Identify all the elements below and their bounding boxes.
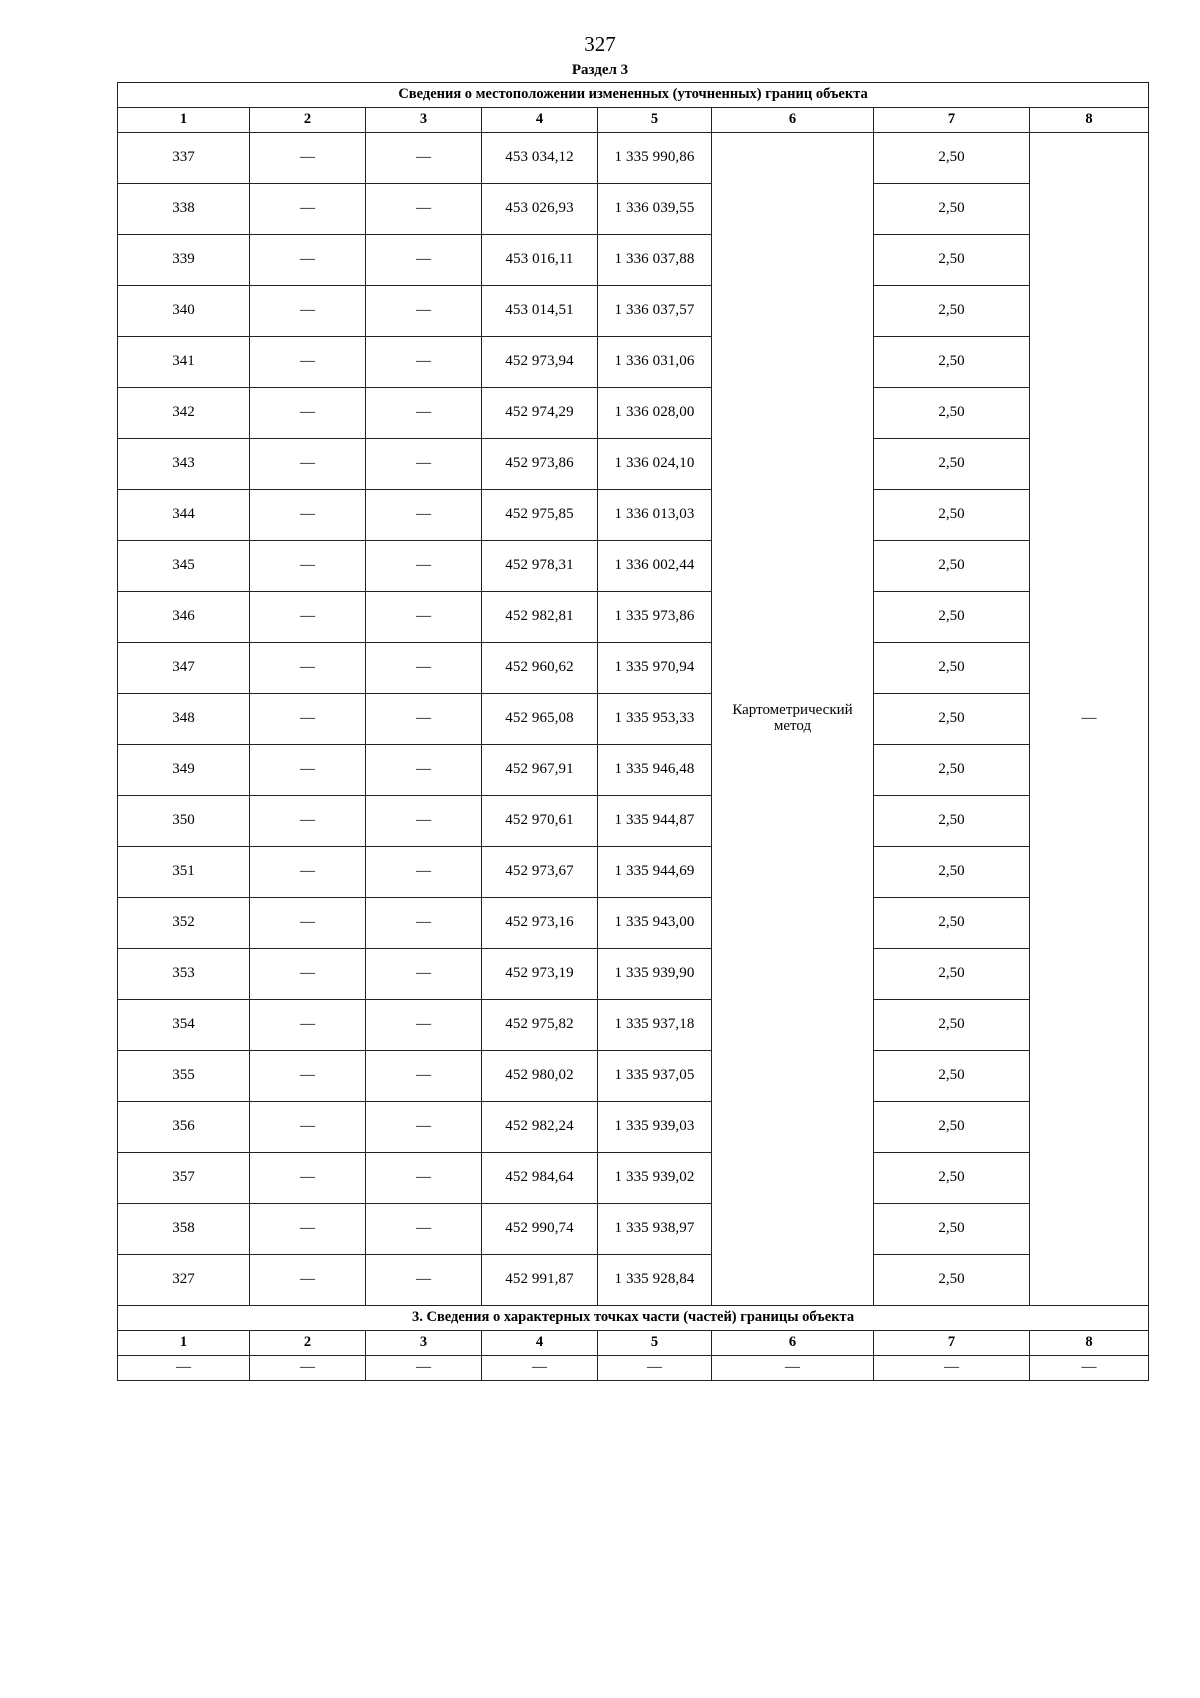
section2-column-numbers [118,1331,1149,1356]
x-coordinate-cell: 452 974,29 [482,388,598,439]
column-number: 8 [1030,108,1149,133]
point-number-cell: 357 [118,1153,250,1204]
table-row [118,847,1149,898]
col2-cell: — [250,1153,366,1204]
point-number-cell: 341 [118,337,250,388]
point-number-cell: 350 [118,796,250,847]
accuracy-cell: 2,50 [874,286,1030,337]
x-coordinate-cell: 453 034,12 [482,133,598,184]
x-coordinate-cell: 452 980,02 [482,1051,598,1102]
x-coordinate-cell: 452 990,74 [482,1204,598,1255]
accuracy-cell: 2,50 [874,388,1030,439]
col3-cell: — [366,1255,482,1306]
empty-cell: — [250,1356,366,1381]
x-coordinate-cell: 452 973,94 [482,337,598,388]
table-row [118,1204,1149,1255]
y-coordinate-cell: 1 336 024,10 [598,439,712,490]
column-number: 8 [1030,1331,1149,1356]
y-coordinate-cell: 1 336 002,44 [598,541,712,592]
column-number: 5 [598,1331,712,1356]
empty-cell: — [482,1356,598,1381]
point-number-cell: 349 [118,745,250,796]
accuracy-cell: 2,50 [874,694,1030,745]
y-coordinate-cell: 1 335 937,18 [598,1000,712,1051]
accuracy-cell: 2,50 [874,490,1030,541]
table-row [118,286,1149,337]
table-row [118,439,1149,490]
y-coordinate-cell: 1 335 944,87 [598,796,712,847]
col2-cell: — [250,439,366,490]
x-coordinate-cell: 452 982,81 [482,592,598,643]
table-row [118,133,1149,184]
col3-cell: — [366,184,482,235]
x-coordinate-cell: 452 970,61 [482,796,598,847]
col3-cell: — [366,949,482,1000]
empty-cell: — [366,1356,482,1381]
table-row [118,541,1149,592]
column-number: 6 [712,108,874,133]
method-cell: Картометрический метод [712,133,874,1306]
table-row [118,949,1149,1000]
y-coordinate-cell: 1 335 939,02 [598,1153,712,1204]
boundary-table [117,82,1149,1381]
col3-cell: — [366,490,482,541]
col3-cell: — [366,1204,482,1255]
x-coordinate-cell: 452 973,19 [482,949,598,1000]
section1-column-numbers [118,108,1149,133]
column-number: 2 [250,108,366,133]
empty-cell: — [1030,1356,1149,1381]
col3-cell: — [366,1102,482,1153]
table-row [118,1051,1149,1102]
empty-cell: — [598,1356,712,1381]
table-row [118,1153,1149,1204]
section2-title-row [118,1306,1149,1331]
table-row [118,337,1149,388]
accuracy-cell: 2,50 [874,439,1030,490]
y-coordinate-cell: 1 335 937,05 [598,1051,712,1102]
accuracy-cell: 2,50 [874,1000,1030,1051]
point-number-cell: 353 [118,949,250,1000]
table-row [118,1255,1149,1306]
col2-cell: — [250,898,366,949]
table-row [118,235,1149,286]
col3-cell: — [366,133,482,184]
x-coordinate-cell: 452 982,24 [482,1102,598,1153]
section1-title: Сведения о местоположении измененных (уточненных) границ объекта [118,83,1149,108]
table-row [118,388,1149,439]
col2-cell: — [250,643,366,694]
table-row [118,490,1149,541]
point-number-cell: 352 [118,898,250,949]
table-row [118,1000,1149,1051]
empty-cell: — [874,1356,1030,1381]
col2-cell: — [250,541,366,592]
accuracy-cell: 2,50 [874,796,1030,847]
column-number: 7 [874,1331,1030,1356]
col3-cell: — [366,745,482,796]
y-coordinate-cell: 1 335 990,86 [598,133,712,184]
column-number: 2 [250,1331,366,1356]
y-coordinate-cell: 1 335 928,84 [598,1255,712,1306]
y-coordinate-cell: 1 336 031,06 [598,337,712,388]
x-coordinate-cell: 452 991,87 [482,1255,598,1306]
column-number: 6 [712,1331,874,1356]
column-number: 5 [598,108,712,133]
point-number-cell: 347 [118,643,250,694]
section-label: Раздел 3 [571,62,629,78]
col2-cell: — [250,592,366,643]
y-coordinate-cell: 1 335 946,48 [598,745,712,796]
accuracy-cell: 2,50 [874,184,1030,235]
table-row [118,898,1149,949]
col2-cell: — [250,847,366,898]
col2-cell: — [250,1204,366,1255]
y-coordinate-cell: 1 336 037,57 [598,286,712,337]
col3-cell: — [366,286,482,337]
accuracy-cell: 2,50 [874,898,1030,949]
accuracy-cell: 2,50 [874,235,1030,286]
point-number-cell: 348 [118,694,250,745]
y-coordinate-cell: 1 335 973,86 [598,592,712,643]
col3-cell: — [366,439,482,490]
point-number-cell: 345 [118,541,250,592]
column-number: 3 [366,1331,482,1356]
x-coordinate-cell: 452 960,62 [482,643,598,694]
table-row [118,796,1149,847]
column-number: 7 [874,108,1030,133]
empty-cell: — [712,1356,874,1381]
x-coordinate-cell: 452 973,16 [482,898,598,949]
col3-cell: — [366,337,482,388]
point-number-cell: 358 [118,1204,250,1255]
y-coordinate-cell: 1 336 013,03 [598,490,712,541]
table-row [118,1102,1149,1153]
table-row [118,592,1149,643]
col2-cell: — [250,490,366,541]
column-number: 1 [118,1331,250,1356]
y-coordinate-cell: 1 336 039,55 [598,184,712,235]
accuracy-cell: 2,50 [874,1153,1030,1204]
table-row [118,694,1149,745]
accuracy-cell: 2,50 [874,337,1030,388]
point-number-cell: 344 [118,490,250,541]
col2-cell: — [250,949,366,1000]
col3-cell: — [366,1000,482,1051]
point-number-cell: 339 [118,235,250,286]
point-number-cell: 346 [118,592,250,643]
accuracy-cell: 2,50 [874,745,1030,796]
column-number: 4 [482,1331,598,1356]
page-number: 327 [584,32,616,56]
point-number-cell: 337 [118,133,250,184]
y-coordinate-cell: 1 335 944,69 [598,847,712,898]
col2-cell: — [250,694,366,745]
table-row [118,643,1149,694]
y-coordinate-cell: 1 336 037,88 [598,235,712,286]
point-number-cell: 343 [118,439,250,490]
point-number-cell: 338 [118,184,250,235]
col2-cell: — [250,1051,366,1102]
col2-cell: — [250,388,366,439]
col2-cell: — [250,1102,366,1153]
col3-cell: — [366,592,482,643]
x-coordinate-cell: 452 975,82 [482,1000,598,1051]
accuracy-cell: 2,50 [874,133,1030,184]
col2-cell: — [250,796,366,847]
col2-cell: — [250,745,366,796]
point-number-cell: 340 [118,286,250,337]
y-coordinate-cell: 1 335 953,33 [598,694,712,745]
x-coordinate-cell: 453 026,93 [482,184,598,235]
col2-cell: — [250,133,366,184]
col2-cell: — [250,1255,366,1306]
column-number: 3 [366,108,482,133]
col3-cell: — [366,796,482,847]
x-coordinate-cell: 453 014,51 [482,286,598,337]
section1-title-row [118,83,1149,108]
col3-cell: — [366,1153,482,1204]
x-coordinate-cell: 452 973,67 [482,847,598,898]
accuracy-cell: 2,50 [874,949,1030,1000]
col3-cell: — [366,898,482,949]
accuracy-cell: 2,50 [874,643,1030,694]
col2-cell: — [250,235,366,286]
accuracy-cell: 2,50 [874,1204,1030,1255]
accuracy-cell: 2,50 [874,1255,1030,1306]
col3-cell: — [366,235,482,286]
empty-cell: — [118,1356,250,1381]
x-coordinate-cell: 452 965,08 [482,694,598,745]
table-row [118,184,1149,235]
col3-cell: — [366,541,482,592]
col2-cell: — [250,337,366,388]
col3-cell: — [366,694,482,745]
y-coordinate-cell: 1 335 943,00 [598,898,712,949]
y-coordinate-cell: 1 335 970,94 [598,643,712,694]
section2-title: 3. Сведения о характерных точках части (частей) границы объекта [118,1306,1149,1331]
x-coordinate-cell: 452 984,64 [482,1153,598,1204]
table-row [118,745,1149,796]
accuracy-cell: 2,50 [874,847,1030,898]
x-coordinate-cell: 452 978,31 [482,541,598,592]
col2-cell: — [250,1000,366,1051]
point-number-cell: 342 [118,388,250,439]
col3-cell: — [366,388,482,439]
accuracy-cell: 2,50 [874,541,1030,592]
accuracy-cell: 2,50 [874,592,1030,643]
y-coordinate-cell: 1 335 939,03 [598,1102,712,1153]
accuracy-cell: 2,50 [874,1051,1030,1102]
accuracy-cell: 2,50 [874,1102,1030,1153]
col3-cell: — [366,1051,482,1102]
x-coordinate-cell: 452 973,86 [482,439,598,490]
point-number-cell: 355 [118,1051,250,1102]
col8-cell: — [1030,133,1149,1306]
x-coordinate-cell: 452 975,85 [482,490,598,541]
column-number: 4 [482,108,598,133]
section2-empty-row [118,1356,1149,1381]
y-coordinate-cell: 1 335 938,97 [598,1204,712,1255]
point-number-cell: 351 [118,847,250,898]
y-coordinate-cell: 1 336 028,00 [598,388,712,439]
column-number: 1 [118,108,250,133]
x-coordinate-cell: 452 967,91 [482,745,598,796]
y-coordinate-cell: 1 335 939,90 [598,949,712,1000]
col2-cell: — [250,184,366,235]
point-number-cell: 354 [118,1000,250,1051]
point-number-cell: 356 [118,1102,250,1153]
col2-cell: — [250,286,366,337]
point-number-cell: 327 [118,1255,250,1306]
col3-cell: — [366,643,482,694]
col3-cell: — [366,847,482,898]
x-coordinate-cell: 453 016,11 [482,235,598,286]
